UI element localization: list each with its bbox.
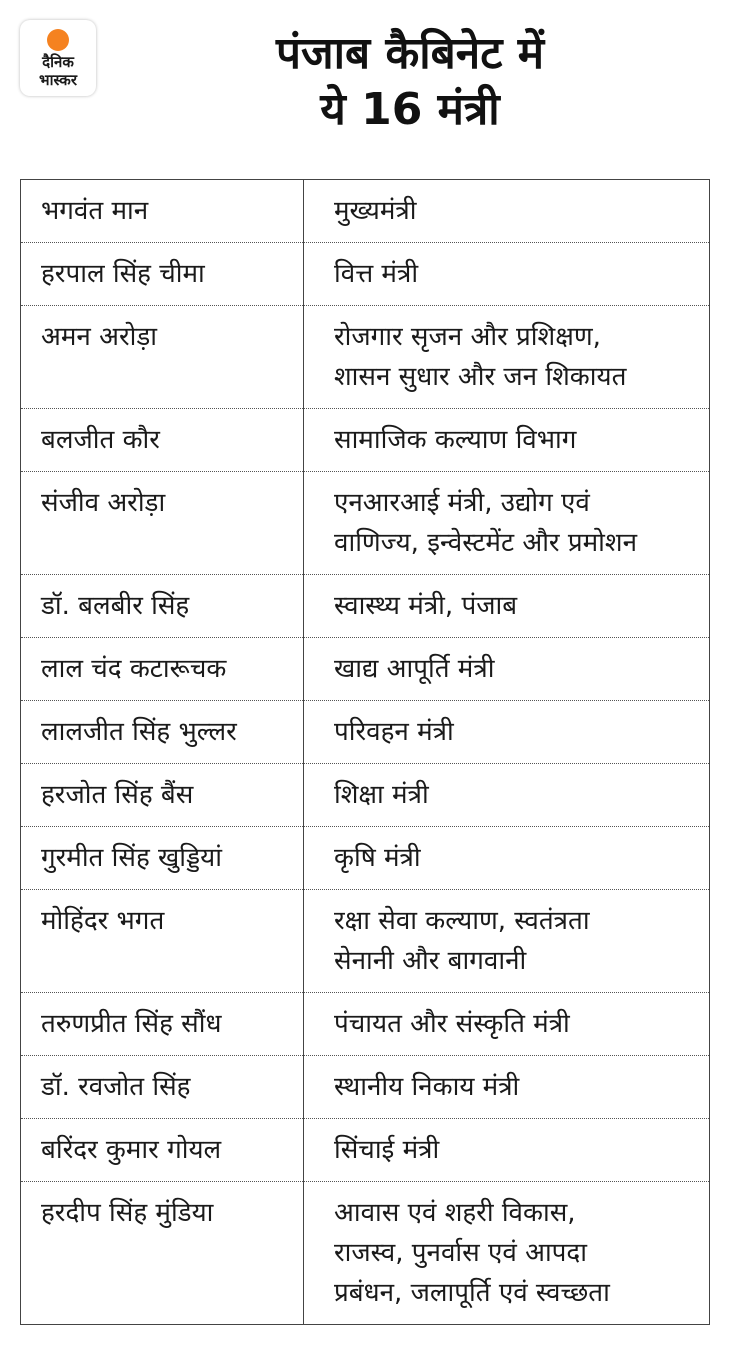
table-row xyxy=(21,701,710,764)
minister-name: बरिंदर कुमार गोयल xyxy=(21,1119,304,1182)
minister-portfolio xyxy=(304,890,710,993)
minister-name: हरजोत सिंह बैंस xyxy=(21,764,304,827)
dainik-bhaskar-logo xyxy=(20,20,96,96)
table-row xyxy=(21,827,710,890)
portfolio-line: खाद्य आपूर्ति मंत्री xyxy=(334,654,495,684)
table-row xyxy=(21,306,710,409)
ministers-table xyxy=(20,179,710,1325)
minister-name: संजीव अरोड़ा xyxy=(21,472,304,575)
table-row xyxy=(21,409,710,472)
minister-portfolio xyxy=(304,243,710,306)
minister-name: डॉ. रवजोत सिंह xyxy=(21,1056,304,1119)
portfolio-line: आवास एवं शहरी विकास, xyxy=(334,1198,576,1228)
minister-portfolio xyxy=(304,1056,710,1119)
portfolio-line: सामाजिक कल्याण विभाग xyxy=(334,425,577,455)
minister-portfolio xyxy=(304,993,710,1056)
title-line-2: ये 16 मंत्री xyxy=(320,84,500,135)
portfolio-line: रक्षा सेवा कल्याण, स्वतंत्रता xyxy=(334,906,590,936)
minister-portfolio xyxy=(304,1119,710,1182)
table-row xyxy=(21,764,710,827)
table-row xyxy=(21,638,710,701)
minister-name: भगवंत मान xyxy=(21,180,304,243)
title-line-1: पंजाब कैबिनेट में xyxy=(275,28,545,79)
portfolio-line: कृषि मंत्री xyxy=(334,843,421,873)
table-row xyxy=(21,1119,710,1182)
minister-name: गुरमीत सिंह खुड्डियां xyxy=(21,827,304,890)
table-row xyxy=(21,993,710,1056)
portfolio-line: रोजगार सृजन और प्रशिक्षण, xyxy=(334,322,601,352)
portfolio-line: स्वास्थ्य मंत्री, पंजाब xyxy=(334,591,518,621)
portfolio-line: सेनानी और बागवानी xyxy=(334,946,527,976)
minister-portfolio xyxy=(304,306,710,409)
portfolio-line: परिवहन मंत्री xyxy=(334,717,454,747)
minister-name: हरदीप सिंह मुंडिया xyxy=(21,1182,304,1325)
minister-portfolio xyxy=(304,638,710,701)
minister-name: अमन अरोड़ा xyxy=(21,306,304,409)
minister-portfolio xyxy=(304,575,710,638)
table-row xyxy=(21,575,710,638)
portfolio-line: एनआरआई मंत्री, उद्योग एवं xyxy=(334,488,590,518)
table-row xyxy=(21,1056,710,1119)
portfolio-line: शिक्षा मंत्री xyxy=(334,780,429,810)
table-row xyxy=(21,180,710,243)
minister-portfolio xyxy=(304,701,710,764)
minister-name: तरुणप्रीत सिंह सौंध xyxy=(21,993,304,1056)
minister-portfolio xyxy=(304,1182,710,1325)
portfolio-line: पंचायत और संस्कृति मंत्री xyxy=(334,1009,570,1039)
minister-portfolio xyxy=(304,827,710,890)
logo-text-line1: दैनिक xyxy=(42,53,74,71)
portfolio-line: राजस्व, पुनर्वास एवं आपदा xyxy=(334,1238,587,1268)
portfolio-line: वित्त मंत्री xyxy=(334,259,419,289)
portfolio-line: स्थानीय निकाय मंत्री xyxy=(334,1072,520,1102)
portfolio-line: शासन सुधार और जन शिकायत xyxy=(334,362,627,392)
table-row xyxy=(21,472,710,575)
table-row xyxy=(21,890,710,993)
table-row xyxy=(21,1182,710,1325)
minister-name: डॉ. बलबीर सिंह xyxy=(21,575,304,638)
minister-name: बलजीत कौर xyxy=(21,409,304,472)
portfolio-line: प्रबंधन, जलापूर्ति एवं स्वच्छता xyxy=(334,1278,610,1308)
minister-portfolio xyxy=(304,472,710,575)
minister-name: लाल चंद कटारूचक xyxy=(21,638,304,701)
logo-text-line2: भास्कर xyxy=(39,71,77,89)
sun-icon xyxy=(47,29,69,51)
minister-name: मोहिंदर भगत xyxy=(21,890,304,993)
portfolio-line: मुख्यमंत्री xyxy=(334,196,417,226)
minister-portfolio xyxy=(304,764,710,827)
page-title xyxy=(110,26,710,138)
minister-portfolio xyxy=(304,180,710,243)
table-row xyxy=(21,243,710,306)
minister-name: लालजीत सिंह भुल्लर xyxy=(21,701,304,764)
portfolio-line: सिंचाई मंत्री xyxy=(334,1135,440,1165)
minister-name: हरपाल सिंह चीमा xyxy=(21,243,304,306)
minister-portfolio xyxy=(304,409,710,472)
portfolio-line: वाणिज्य, इन्वेस्टमेंट और प्रमोशन xyxy=(334,528,638,558)
